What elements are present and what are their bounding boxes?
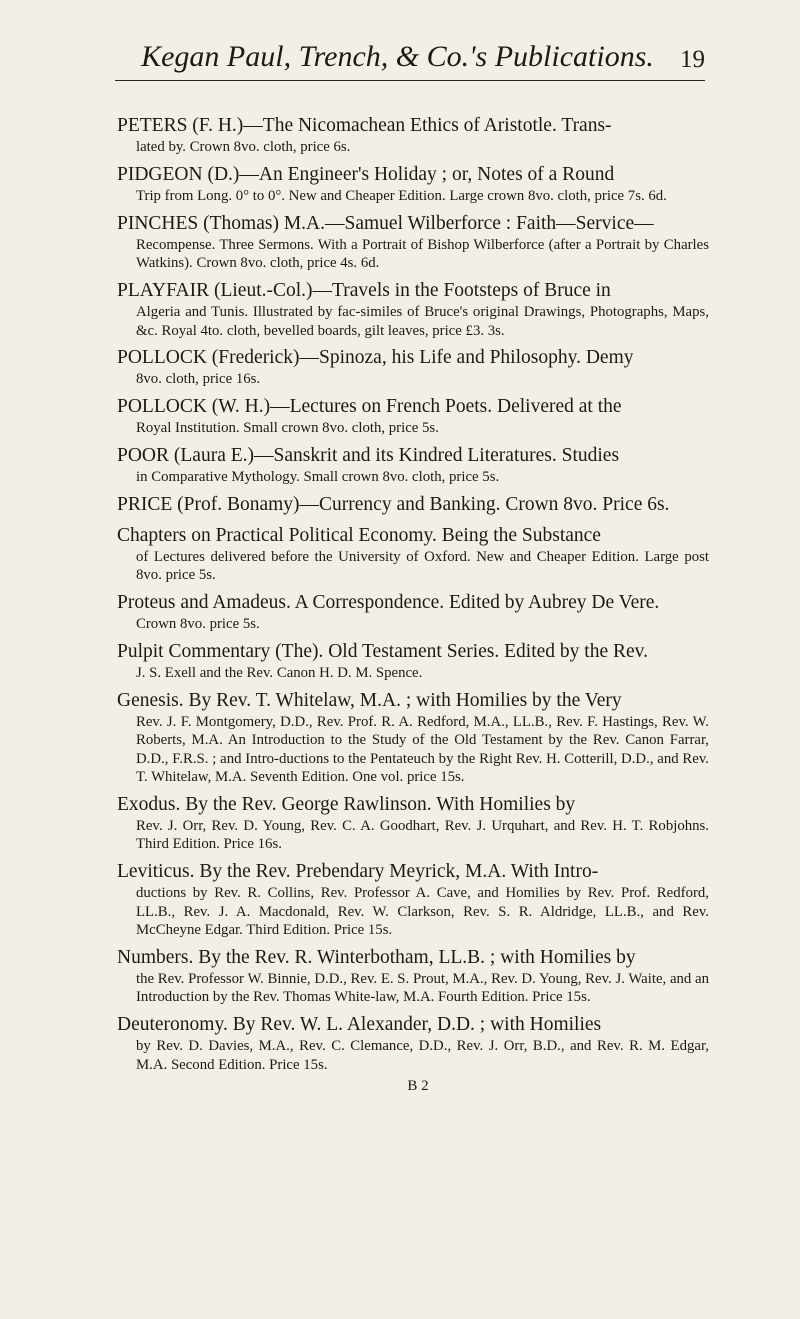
- entry-body: lated by. Crown 8vo. cloth, price 6s.: [136, 139, 351, 155]
- entry-body: ductions by Rev. R. Collins, Rev. Professor A. Cave, and Homilies by Rev. Prof. Redford, LL.B., Rev. J. A. Macdonald, Rev. W. Clarkson, Rev. S. R. Aldridge, LL.B., and Rev. McCheyne Edgar. Third Edition. Price 15s.: [136, 885, 709, 939]
- entry-lead: POOR (Laura E.)—Sanskrit and its Kindred Literatures. Studies: [117, 445, 620, 467]
- entry-pidgeon: [117, 163, 709, 205]
- entry-body: Rev. J. Orr, Rev. D. Young, Rev. C. A. Goodhart, Rev. J. Urquhart, and Rev. H. T. Robjohns. Third Edition. Price 16s.: [136, 817, 709, 853]
- entry-lead: Genesis. By Rev. T. Whitelaw, M.A. ; with Homilies by the Very: [117, 689, 622, 711]
- entry-body: Rev. J. F. Montgomery, D.D., Rev. Prof. R. A. Redford, M.A., LL.B., Rev. F. Hastings, Rev. W. Roberts, M.A. An Introduction to the Study of the Old Testament by the Rev. Canon Farrar, D.D., F.R.S. ; and Intro-ductions to the Pentateuch by the Right Rev. H. Cotterill, D.D., and Rev. T. Whitelaw, M.A. Seventh Edition. One vol. price 15s.: [136, 713, 709, 785]
- entry-lead: PIDGEON (D.)—An Engineer's Holiday ; or, Notes of a Round: [117, 163, 615, 185]
- entry-lead: Numbers. By the Rev. R. Winterbotham, LL.B. ; with Homilies by: [117, 946, 636, 968]
- entry-lead: Chapters on Practical Political Economy. Being the Substance: [117, 524, 601, 546]
- entry-lead: PRICE (Prof. Bonamy)—Currency and Banking. Crown 8vo. Price 6s.: [117, 494, 670, 516]
- signature-mark: B 2: [407, 1077, 429, 1094]
- entry-lead: Proteus and Amadeus. A Correspondence. Edited by Aubrey De Vere.: [117, 591, 660, 613]
- entry-body: Trip from Long. 0° to 0°. New and Cheaper Edition. Large crown 8vo. cloth, price 7s. 6d.: [136, 187, 667, 204]
- entry-price: [117, 493, 709, 517]
- entry-body: Crown 8vo. price 5s.: [136, 615, 260, 632]
- entry-body: in Comparative Mythology. Small crown 8vo. cloth, price 5s.: [136, 469, 500, 486]
- entry-lead: Leviticus. By the Rev. Prebendary Meyrick, M.A. With Intro-: [117, 861, 599, 883]
- entry-deuteronomy: [117, 1013, 709, 1074]
- entry-playfair: [117, 279, 709, 340]
- entry-proteus-amadeus: [117, 591, 709, 633]
- entry-numbers: [117, 946, 709, 1007]
- running-header: [115, 40, 705, 81]
- entry-pollock-frederick: [117, 346, 709, 388]
- entry-body: the Rev. Professor W. Binnie, D.D., Rev. E. S. Prout, M.A., Rev. D. Young, Rev. J. Waite, and an Introduction by the Rev. Thomas White-law, M.A. Fourth Edition. Price 15s.: [136, 970, 709, 1006]
- entry-body: 8vo. cloth, price 16s.: [136, 371, 261, 388]
- entry-poor: [117, 444, 709, 486]
- entry-lead: Exodus. By the Rev. George Rawlinson. With Homilies by: [117, 793, 576, 815]
- entry-body: J. S. Exell and the Rev. Canon H. D. M. Spence.: [136, 664, 423, 681]
- entry-pollock-wh: [117, 395, 709, 437]
- entry-exodus: [117, 793, 709, 854]
- entry-body: Royal Institution. Small crown 8vo. cloth, price 5s.: [136, 420, 439, 437]
- entry-lead: Deuteronomy. By Rev. W. L. Alexander, D.D. ; with Homilies: [117, 1014, 602, 1036]
- entry-body: by Rev. D. Davies, M.A., Rev. C. Clemance, D.D., Rev. J. Orr, B.D., and Rev. R. M. Edgar, M.A. Second Edition. Price 15s.: [136, 1038, 709, 1073]
- page-number: 19: [680, 46, 705, 73]
- entry-body: of Lectures delivered before the University of Oxford. New and Cheaper Edition. Large post 8vo. price 5s.: [136, 548, 709, 584]
- entry-list: [117, 114, 709, 1095]
- entry-lead: PINCHES (Thomas) M.A.—Samuel Wilberforce : Faith—Service—: [117, 212, 654, 234]
- entry-pulpit-commentary: [117, 640, 709, 682]
- entry-lead: Pulpit Commentary (The). Old Testament Series. Edited by the Rev.: [117, 640, 648, 662]
- entry-lead: PLAYFAIR (Lieut.-Col.)—Travels in the Footsteps of Bruce in: [117, 280, 611, 302]
- entry-pinches: [117, 212, 709, 273]
- entry-body: Recompense. Three Sermons. With a Portrait of Bishop Wilberforce (after a Portrait by Charles Watkins). Crown 8vo. cloth, price 4s. 6d.: [136, 236, 709, 272]
- entry-peters: [117, 114, 709, 156]
- entry-lead: POLLOCK (W. H.)—Lectures on French Poets. Delivered at the: [117, 396, 622, 418]
- entry-lead: POLLOCK (Frederick)—Spinoza, his Life and Philosophy. Demy: [117, 347, 634, 369]
- running-title: Kegan Paul, Trench, & Co.'s Publications.: [141, 40, 654, 73]
- entry-genesis: [117, 689, 709, 787]
- entry-body: Algeria and Tunis. Illustrated by fac-similes of Bruce's original Drawings, Photographs, Maps, &c. Royal 4to. cloth, bevelled boards, gilt leaves, price £3. 3s.: [136, 304, 709, 339]
- entry-lead: PETERS (F. H.)—The Nicomachean Ethics of Aristotle. Trans-: [117, 115, 612, 136]
- entry-chapters-political-economy: [117, 524, 709, 585]
- entry-leviticus: [117, 860, 709, 939]
